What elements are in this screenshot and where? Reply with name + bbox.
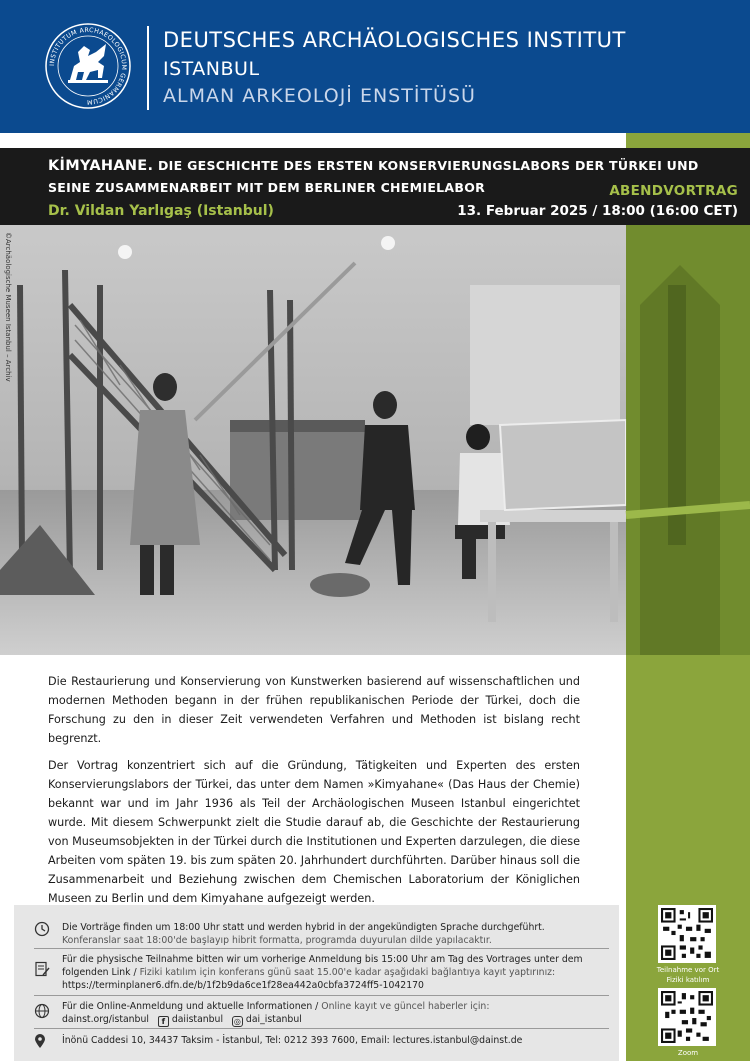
institute-header (0, 0, 750, 133)
info-box (14, 905, 619, 1061)
facebook-handle[interactable]: daiistanbul (171, 1014, 224, 1025)
address-line: İnönü Caddesi 10, 34437 Taksim - İstanbul, Tel: 0212 393 7600, Email: lectures.istanbul@dainst.de (62, 1035, 523, 1046)
photo-credit: ©Archäologische Museen Istanbul – Archiv (4, 232, 12, 382)
hybrid-info-german: Die Vorträge finden um 18:00 Uhr statt und werden hybrid in der angekündigten Sprache durchgeführt. (62, 922, 545, 933)
info-address-row (34, 1033, 609, 1049)
qr-label-zoom: Zoom (677, 1049, 699, 1057)
registration-info-turkish: Fiziki katılım için konferans günü saat 15.00'e kadar aşağıdaki bağlantıya kayıt yaptırınız: (139, 967, 556, 978)
dai-griffin-logo (44, 22, 132, 110)
qr-code-zoom[interactable] (658, 988, 716, 1046)
globe-icon (34, 1003, 50, 1019)
instagram-icon[interactable]: ◎ (232, 1016, 243, 1027)
online-info-german: Für die Online-Anmeldung und aktuelle Informationen / (62, 1001, 322, 1012)
info-separator (34, 1028, 609, 1029)
institute-name-turkish: ALMAN ARKEOLOJİ ENSTİTÜSÜ (163, 85, 476, 107)
hybrid-info-turkish: Konferanslar saat 18:00'de başlayıp hibrit formatta, programda duyurulan dilde yapılacaktır. (62, 935, 492, 946)
speaker-name: Dr. Vildan Yarlıgaş (Istanbul) (48, 203, 274, 219)
header-divider (147, 26, 149, 110)
qr-code-onsite-registration[interactable] (658, 905, 716, 963)
website-link[interactable]: dainst.org/istanbul (62, 1014, 149, 1025)
registration-info-german: Für die physische Teilnahme bitten wir um vorherige Anmeldung bis 15:00 Uhr am Tag des Vortrages unter dem folgenden Link / (62, 954, 583, 978)
instagram-handle[interactable]: dai_istanbul (245, 1014, 302, 1025)
institute-name: DEUTSCHES ARCHÄOLOGISCHES INSTITUT (163, 28, 626, 52)
lecture-title-rest: DIE GESCHICHTE DES ERSTEN KONSERVIERUNGSLABORS DER TÜRKEI UND SEINE ZUSAMMENARBEIT MIT DEM BERLINER CHEMIELABOR (48, 158, 699, 195)
online-info-turkish: Online kayıt ve güncel haberler için: (321, 1001, 490, 1012)
info-hybrid-row (34, 921, 609, 949)
abstract-paragraph-2: Der Vortrag konzentriert sich auf die Gründung, Tätigkeiten und Experten des ersten Konservierungslabors der Türkei, das unter dem Namen »Kimyahane« (Das Haus der Chemie) bekannt war und im Jahr 1936 als Teil der Archäologischen Museen Istanbul eingerichtet wurde. Mit diesem Schwerpunkt zielt die Studie darauf ab, die Geschichte der Restaurierung von Museumsobjekten in der Türkei durch die Institutionen und Experten darzulegen, die diese Arbeiten vom späten 19. bis zum späten 20. Jahrhundert durchführten. Darüber hinaus soll die Zusammenarbeit und Beziehung zwischen dem Chemischen Laboratorium der Königlichen Museen zu Berlin und dem Kimyahane aufgezeigt werden. (48, 759, 580, 905)
info-separator (34, 995, 609, 996)
logo-lettering: INSTITUTUM ARCHAEOLOGICUM GERMANICUM (48, 26, 128, 106)
document-pen-icon (34, 961, 50, 977)
info-separator (34, 948, 609, 949)
info-registration-row (34, 953, 609, 995)
institute-city: ISTANBUL (163, 58, 260, 80)
abstract-paragraph-1: Die Restaurierung und Konservierung von Kunstwerken basierend auf wissenschaftlichen und modernen Methoden begann in der frühen republikanischen Periode der Türkei, doch die Forschung zu den in dieser Zeit verwendeten Verfahren und Methoden ist bislang recht begrenzt. (48, 675, 580, 745)
registration-link[interactable]: https://terminplaner6.dfn.de/b/1f2b9da6ce1f28ea442a0cbfa3724ff5-1042170 (62, 980, 424, 991)
lecture-type: ABENDVORTRAG (609, 183, 738, 199)
qr-label-onsite: Teilnahme vor Ort Fiziki katılım (656, 966, 720, 984)
archive-photo-laboratory (0, 225, 750, 655)
lecture-abstract (48, 672, 580, 916)
lecture-date-time: 13. Februar 2025 / 18:00 (16:00 CET) (457, 203, 738, 219)
clock-icon (34, 921, 50, 937)
facebook-icon[interactable]: f (158, 1016, 169, 1027)
location-pin-icon (34, 1033, 46, 1049)
info-online-row (34, 1000, 609, 1028)
lecture-title-keyword: KİMYAHANE. (48, 158, 154, 174)
